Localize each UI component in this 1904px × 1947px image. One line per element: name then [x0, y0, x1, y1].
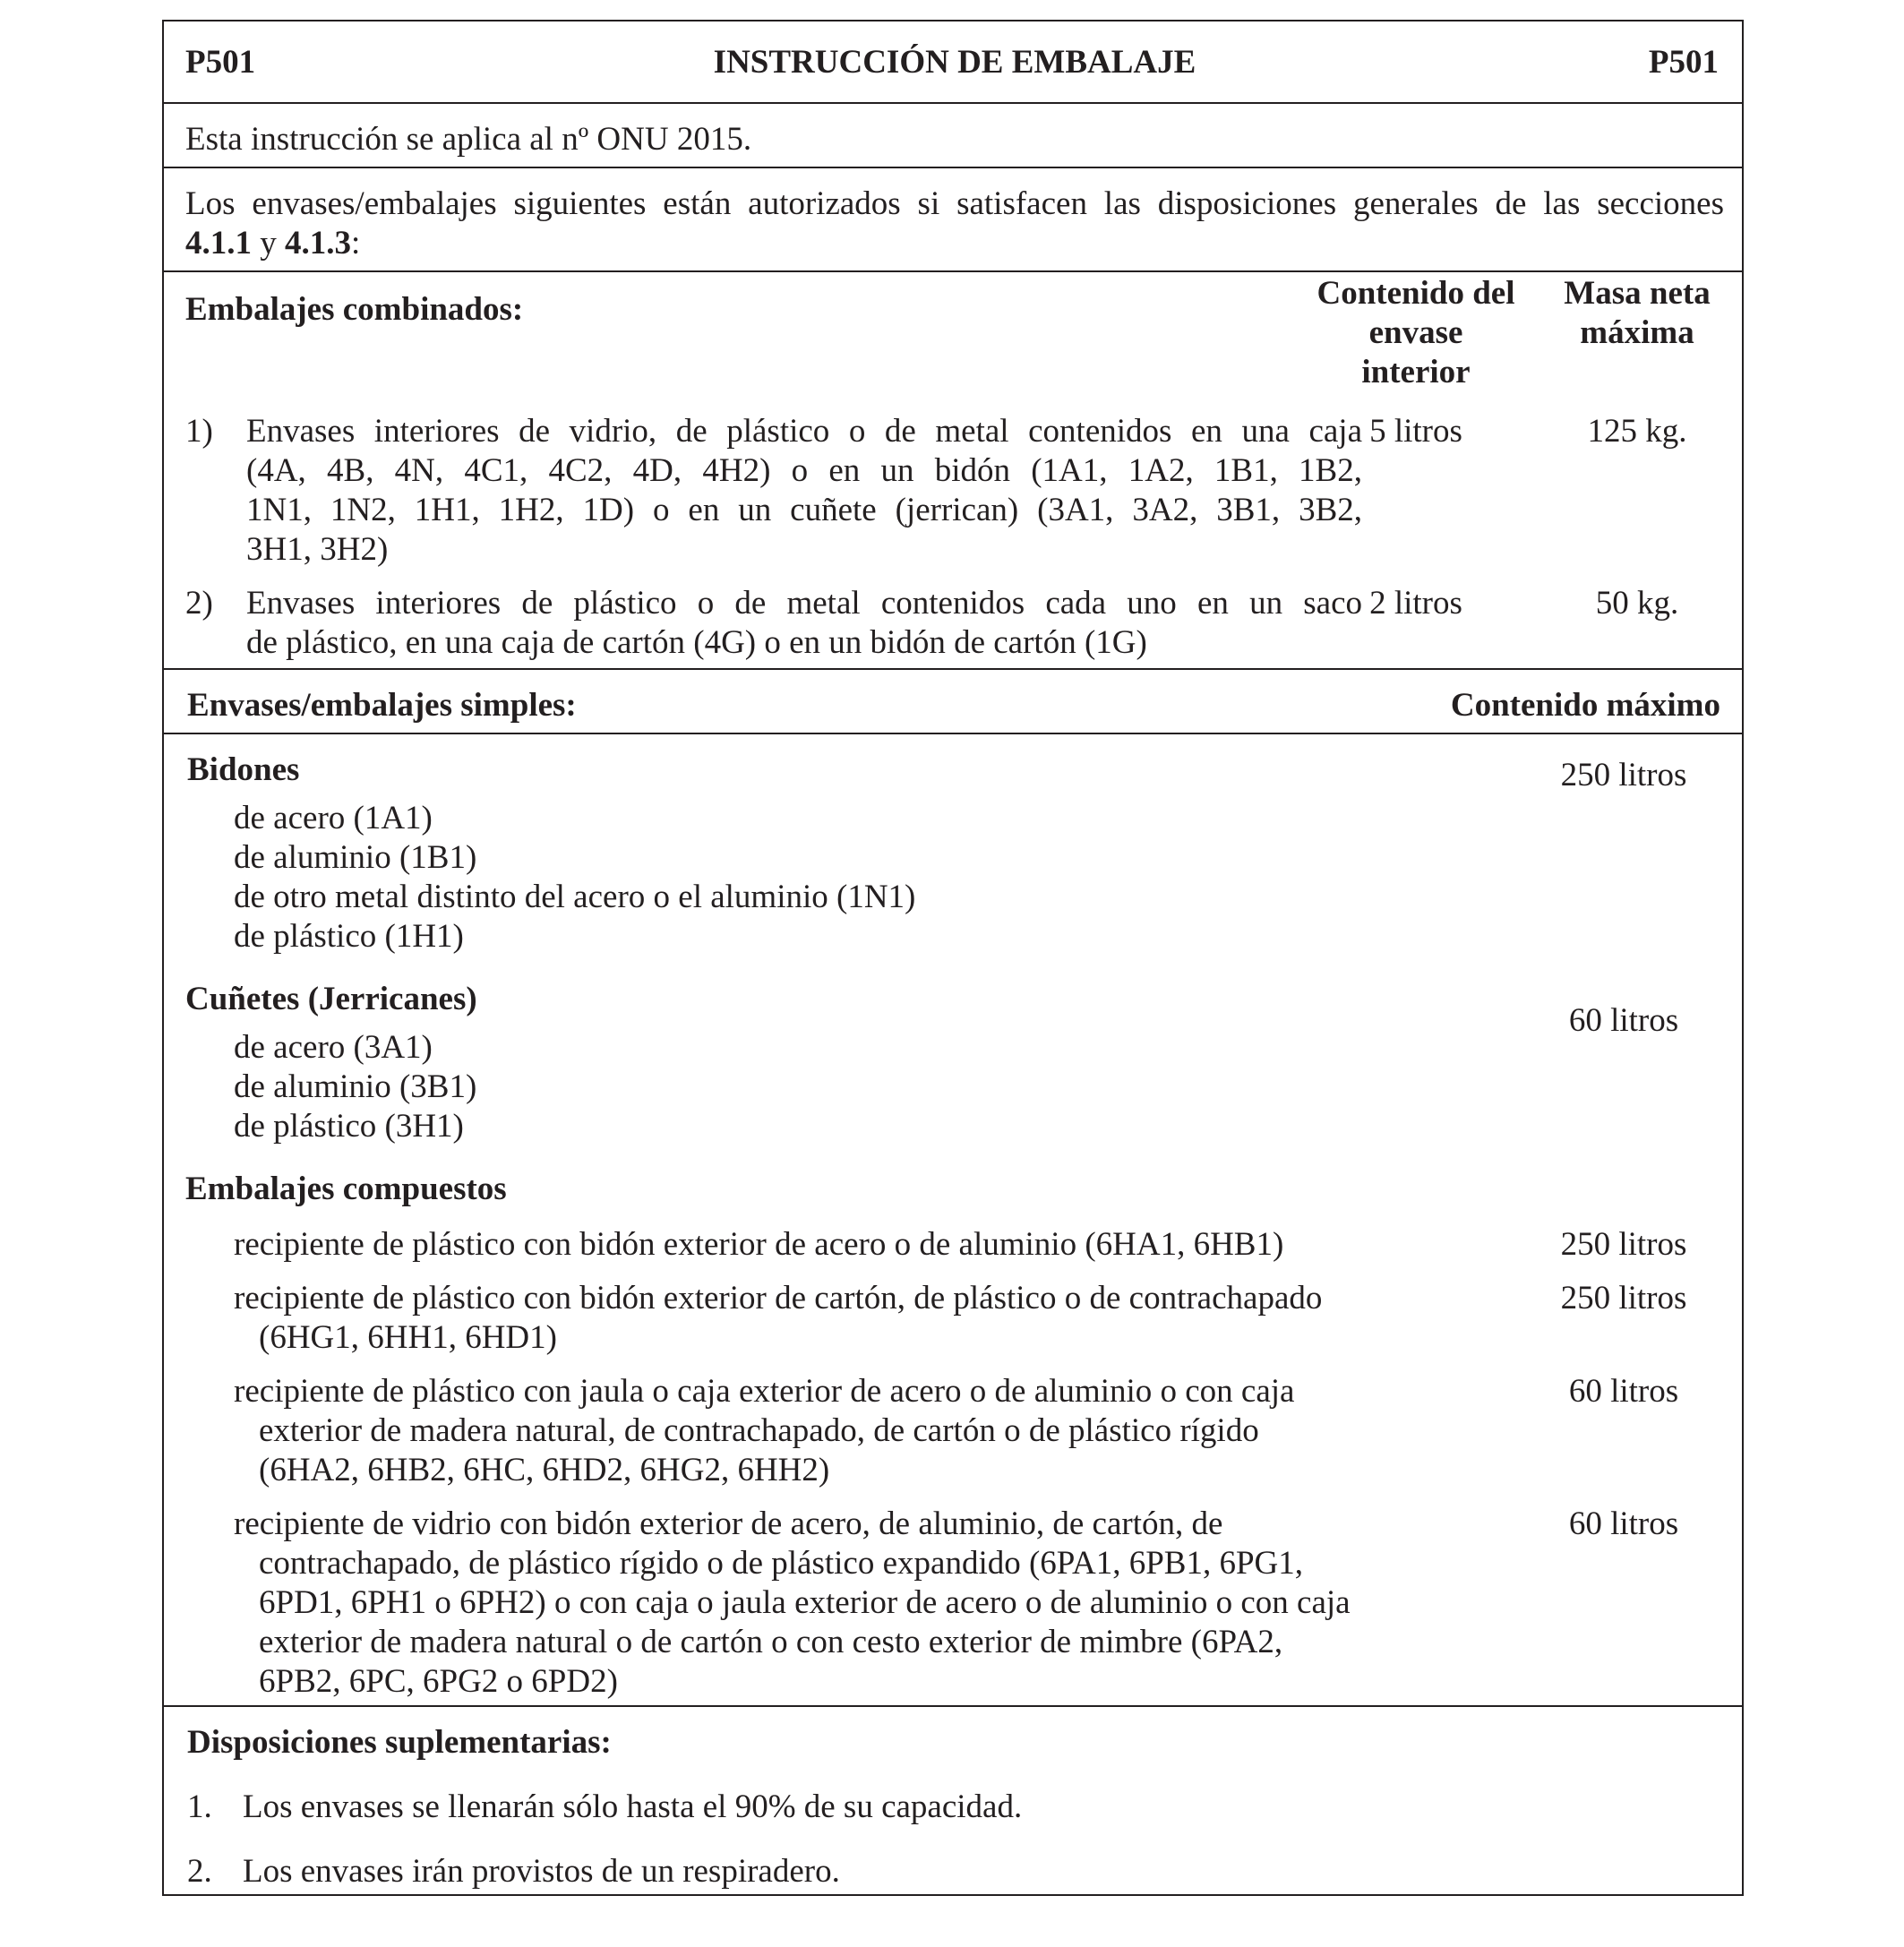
divider — [164, 270, 1742, 272]
divider — [164, 102, 1742, 104]
item-line: Envases interiores de vidrio, de plástico o de metal contenidos en una caja — [246, 413, 1362, 450]
inner-content-value: 2 litros — [1369, 585, 1462, 622]
composite-line: (6HG1, 6HH1, 6HD1) — [259, 1319, 557, 1356]
col-inner-line: Contenido del — [1317, 275, 1515, 312]
code-left: P501 — [185, 44, 256, 81]
jerricans-list — [234, 1028, 476, 1146]
composite-line: contrachapado, de plástico rígido o de plástico expandido (6PA1, 6PB1, 6PG1, — [259, 1545, 1304, 1582]
applies-text: Esta instrucción se aplica al nº ONU 2015. — [185, 121, 752, 158]
col-inner-content — [1308, 274, 1523, 392]
list-item: de plástico (3H1) — [234, 1108, 464, 1145]
composite-max: 60 litros — [1568, 1373, 1679, 1410]
composite-line: recipiente de plástico con jaula o caja exterior de acero o de aluminio o con caja — [234, 1373, 1295, 1410]
list-item: de aluminio (1B1) — [234, 839, 477, 876]
composite-max: 60 litros — [1568, 1505, 1679, 1542]
packing-instruction-table — [162, 20, 1744, 1896]
composite-line: recipiente de vidrio con bidón exterior de acero, de aluminio, de cartón, de — [234, 1505, 1223, 1542]
max-mass-value: 125 kg. — [1587, 413, 1687, 450]
max-mass-value: 50 kg. — [1595, 585, 1679, 622]
list-item: de otro metal distinto del acero o el aluminio (1N1) — [234, 879, 916, 915]
inner-content-value: 5 litros — [1369, 413, 1462, 450]
col-max-mass — [1548, 274, 1727, 353]
item-line: 3H1, 3H2) — [246, 531, 389, 568]
item-number: 1) — [185, 413, 213, 450]
supplementary-item: Los envases se llenarán sólo hasta el 90% de su capacidad. — [243, 1788, 1023, 1825]
list-item: de acero (3A1) — [234, 1029, 433, 1066]
code-right: P501 — [1648, 44, 1719, 81]
col-mass-line: Masa neta — [1564, 275, 1711, 312]
col-inner-line: interior — [1361, 354, 1471, 390]
item-number: 1. — [187, 1788, 212, 1825]
authorized-sections — [185, 224, 360, 263]
section-ref: 4.1.3 — [285, 225, 351, 262]
item-line: (4A, 4B, 4N, 4C1, 4C2, 4D, 4H2) o en un bidón (1A1, 1A2, 1B1, 1B2, — [246, 452, 1362, 489]
composite-max: 250 litros — [1560, 1280, 1687, 1317]
item-line: Envases interiores de plástico o de metal contenidos cada uno en un saco — [246, 585, 1362, 622]
list-item: de aluminio (3B1) — [234, 1068, 477, 1105]
composite-title: Embalajes compuestos — [185, 1171, 507, 1207]
section-ref: 4.1.1 — [185, 225, 252, 262]
page-title: INSTRUCCIÓN DE EMBALAJE — [713, 44, 1196, 81]
divider — [164, 733, 1742, 734]
drums-title: Bidones — [187, 751, 300, 788]
drums-max: 250 litros — [1560, 757, 1687, 793]
composite-item: recipiente de plástico con bidón exterior de acero o de aluminio (6HA1, 6HB1) — [234, 1226, 1284, 1263]
list-item: de plástico (1H1) — [234, 918, 464, 955]
divider — [164, 668, 1742, 670]
composite-line: exterior de madera natural, de contrachapado, de cartón o de plástico rígido — [259, 1412, 1259, 1449]
composite-max: 250 litros — [1560, 1226, 1687, 1263]
combined-heading: Embalajes combinados: — [185, 291, 524, 328]
item-line: de plástico, en una caja de cartón (4G) o en un bidón de cartón (1G) — [246, 624, 1147, 661]
jerricans-max: 60 litros — [1568, 1002, 1679, 1039]
conjunction: y — [252, 225, 285, 262]
composite-line: (6HA2, 6HB2, 6HC, 6HD2, 6HG2, 6HH2) — [259, 1452, 830, 1488]
composite-line: recipiente de plástico con bidón exterior de cartón, de plástico o de contrachapado — [234, 1280, 1323, 1317]
composite-line: 6PD1, 6PH1 o 6PH2) o con caja o jaula exterior de acero o de aluminio o con caja — [259, 1584, 1351, 1621]
col-max-content: Contenido máximo — [1450, 687, 1720, 724]
divider — [164, 167, 1742, 168]
item-line: 1N1, 1N2, 1H1, 1H2, 1D) o en un cuñete (jerrican) (3A1, 3A2, 3B1, 3B2, — [246, 492, 1362, 528]
composite-line: exterior de madera natural o de cartón o con cesto exterior de mimbre (6PA2, — [259, 1624, 1283, 1660]
composite-line: 6PB2, 6PC, 6PG2 o 6PD2) — [259, 1663, 618, 1700]
col-mass-line: máxima — [1580, 314, 1694, 351]
supplementary-item: Los envases irán provistos de un respiradero. — [243, 1853, 840, 1890]
supplementary-heading: Disposiciones suplementarias: — [187, 1724, 612, 1761]
drums-list — [234, 799, 915, 956]
authorized-text: Los envases/embalajes siguientes están autorizados si satisfacen las disposiciones generales de las secciones — [185, 185, 1724, 222]
list-item: de acero (1A1) — [234, 800, 433, 836]
simple-heading: Envases/embalajes simples: — [187, 687, 577, 724]
item-number: 2) — [185, 585, 213, 622]
colon: : — [351, 225, 361, 262]
item-number: 2. — [187, 1853, 212, 1890]
divider — [164, 1705, 1742, 1707]
jerricans-title: Cuñetes (Jerricanes) — [185, 981, 477, 1017]
col-inner-line: envase — [1368, 314, 1463, 351]
